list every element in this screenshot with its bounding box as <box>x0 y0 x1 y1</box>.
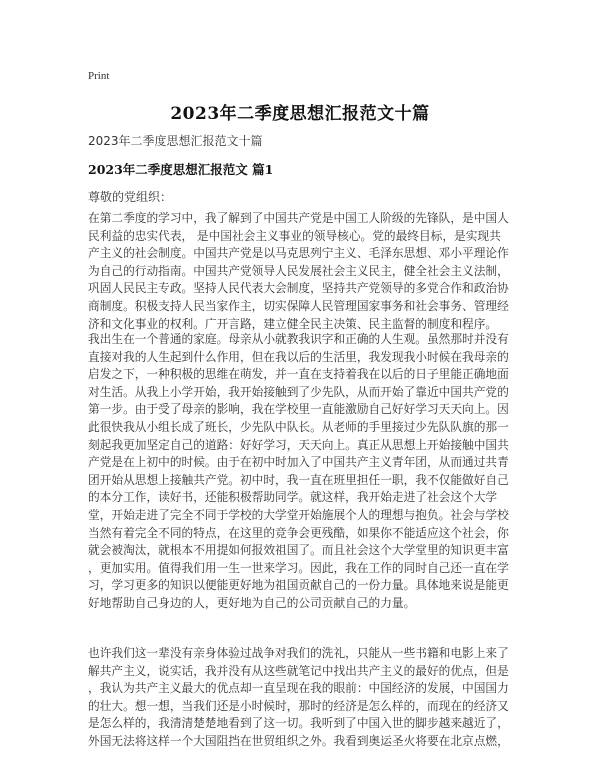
paragraph-line: ，我认为共产主义最大的优点却一直呈现在我的眼前：中国经济的发展，中国国力 <box>88 681 509 696</box>
paragraph-line: 解共产主义，说实话，我并没有从这些就笔记中找出共产主义的最好的优点，但是 <box>88 663 509 678</box>
paragraph-line: 堂，开始走进了完全不同于学校的大学堂开始施展个人的理想与抱负。社会与学校 <box>88 507 509 522</box>
document-subtitle: 2023年二季度思想汇报范文十篇 <box>88 134 263 148</box>
paragraph-line: 直接对我的人生起到什么作用，但在我以后的生活里，我发现我小时候在我母亲的 <box>88 349 509 364</box>
paragraph-line: 的壮大。想一想，当我们还是小时候时，那时的经济是怎么样的，而现在的经济又 <box>88 698 509 713</box>
paragraph-line: 当然有着完全不同的特点，在这里的竞争会更残酷，如果你不能适应这个社会，你 <box>88 525 509 540</box>
paragraph-line: 是怎么样的，我清清楚楚地看到了这一切。我听到了中国入世的脚步越来越近了， <box>88 716 509 731</box>
paragraph-line: 外国无法将这样一个大国阻挡在世贸组织之外。我看到奥运圣火将要在北京点燃， <box>88 733 509 748</box>
paragraph-line: 为自己的行动指南。中国共产党领导人民发展社会主义民主，健全社会主义法制， <box>88 263 509 278</box>
paragraph-line: 此很快我从小组长成了班长，少先队中队长。从老师的手里接过少先队队旗的那一 <box>88 419 509 434</box>
document-title: 2023年二季度思想汇报范文十篇 <box>170 104 430 124</box>
paragraph-line: 刻起我更加坚定自己的道路：好好学习，天天向上。真正从思想上开始接触中国共 <box>88 437 509 452</box>
paragraph-1 <box>88 210 514 333</box>
paragraph-3 <box>88 645 514 751</box>
paragraph-line: 第一步。由于受了母亲的影响，我在学校里一直能激励自己好好学习天天向上。因 <box>88 402 509 417</box>
greeting: 尊敬的党组织： <box>88 190 173 204</box>
paragraph-line: 好地帮助自己身边的人，更好地为自己的公司贡献自己的力量。 <box>88 595 416 610</box>
paragraph-line: 民利益的忠实代表， 是中国社会主义事业的领导核心。党的最终目标，是实现共 <box>88 228 501 243</box>
section-title: 2023年二季度思想汇报范文 篇1 <box>88 162 274 177</box>
paragraph-line: 就会被淘汰，就根本不用提如何报效祖国了。而且社会这个大学堂里的知识更丰富 <box>88 543 509 558</box>
paragraph-line: 团开始从思想上接触共产党。初中时，我一直在班里担任一职，我不仅能做好自己 <box>88 472 509 487</box>
paragraph-line: 对生活。从我上小学开始，我开始接触到了少先队，从而开始了靠近中国共产党的 <box>88 384 509 399</box>
paragraph-line: 习，学习更多的知识以便能更好地为祖国贡献自己的一份力量。具体地来说是能更 <box>88 578 509 593</box>
paragraph-line: 启发之下，一种积极的思维在萌发，并一直在支持着我在以后的日子里能正确地面 <box>88 367 509 382</box>
paragraph-line: 也许我们这一辈没有亲身体验过战争对我们的洗礼，只能从一些书籍和电影上来了 <box>88 646 509 660</box>
print-label: Print <box>88 70 110 82</box>
paragraph-line: 我出生在一个普通的家庭。母亲从小就教我识字和正确的人生观。虽然那时并没有 <box>88 332 509 346</box>
paragraph-line: 巩固人民民主专政。坚持人民代表大会制度，坚持共产党领导的多党合作和政治协 <box>88 281 509 296</box>
paragraph-line: ，更加实用。值得我们用一生一世来学习。因此，我在工作的同时自己还一直在学 <box>88 560 509 575</box>
paragraph-2 <box>88 331 514 613</box>
paragraph-line: 的本分工作，读好书，还能积极帮助同学。就这样，我开始走进了社会这个大学 <box>88 490 498 505</box>
paragraph-line: 济和文化事业的权利。广开言路，建立健全民主决策、民主监督的制度和程序。 <box>88 316 498 331</box>
paragraph-line: 产主义的社会制度。中国共产党是以马克思列宁主义、毛泽东思想、邓小平理论作 <box>88 246 509 261</box>
paragraph-line: 在第二季度的学习中，我了解到了中国共产党是中国工人阶级的先锋队，是中国人 <box>88 211 509 225</box>
paragraph-line: 商制度。积极支持人民当家作主，切实保障人民管理国家事务和社会事务、管理经 <box>88 298 509 313</box>
paragraph-line: 产党是在上初中的时候。由于在初中时加入了中国共产主义青年团，从而通过共青 <box>88 455 509 470</box>
